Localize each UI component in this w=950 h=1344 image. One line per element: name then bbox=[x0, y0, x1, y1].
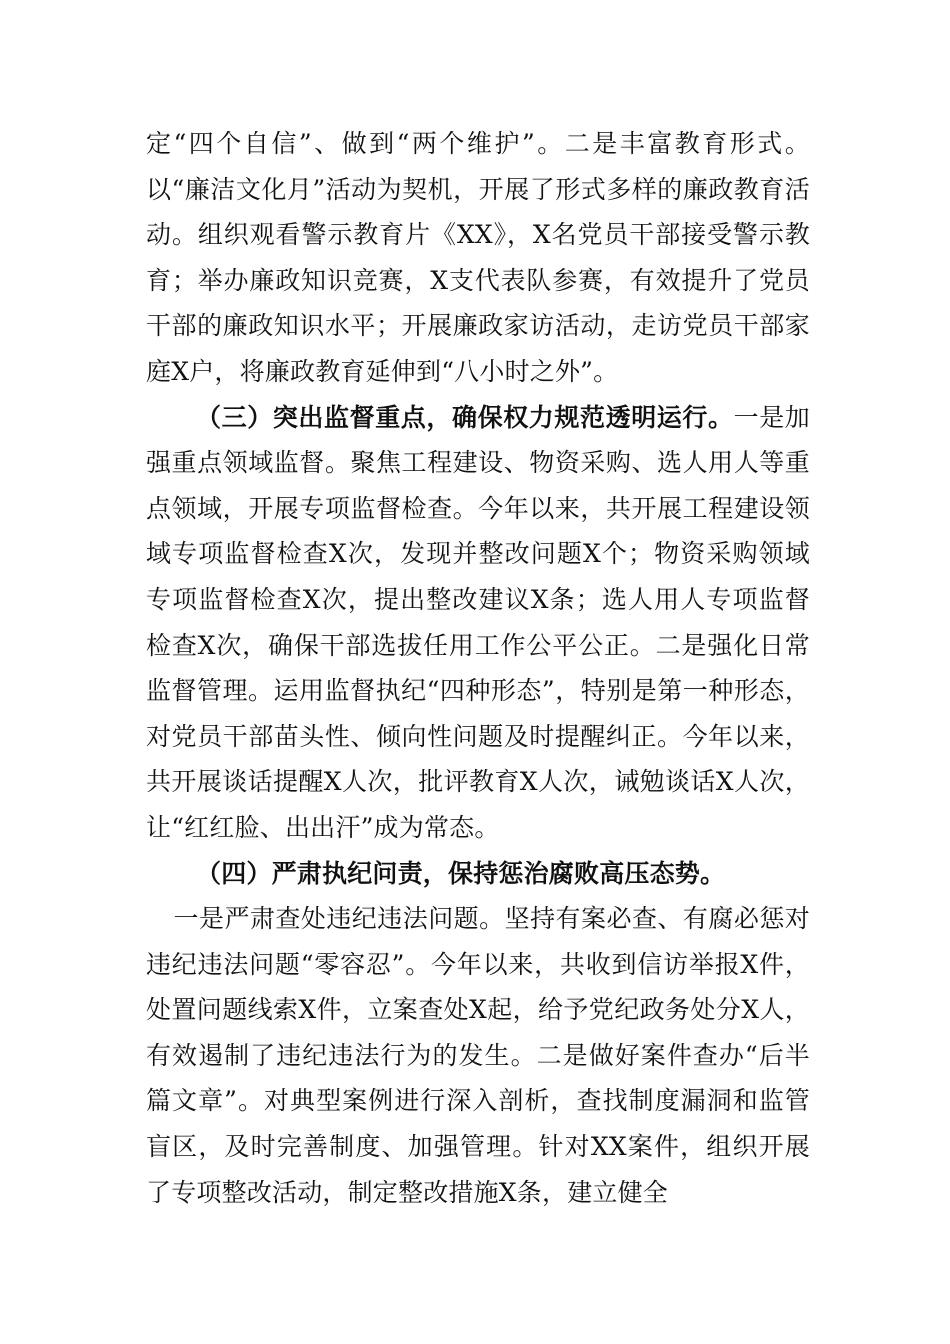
paragraph-discipline-heading bbox=[146, 851, 810, 897]
paragraph-education-forms bbox=[146, 121, 810, 395]
section-heading-four: （四）严肃执纪问责，保持惩治腐败高压态势。 bbox=[196, 858, 726, 888]
paragraph-text: 定“四个自信”、做到“两个维护”。二是丰富教育形式。以“廉洁文化月”活动为契机，开展了形式多样的廉政教育活动。组织观看警示教育片《XX》，X名党员干部接受警示教育；举办廉政知识竞赛，X支代表队参赛，有效提升了党员干部的廉政知识水平；开展廉政家访活动，走访党员干部家庭X户，将廉政教育延伸到“八小时之外”。 bbox=[146, 129, 810, 386]
paragraph-case-handling bbox=[146, 896, 810, 1215]
paragraph-text: 一是严肃查处违纪违法问题。坚持有案必查、有腐必惩对违纪违法问题“零容忍”。今年以来，共收到信访举报X件，处置问题线索X件，立案查处X起，给予党纪政务处分X人，有效遏制了违纪违法行为的发生。二是做好案件查办“后半篇文章”。对典型案例进行深入剖析，查找制度漏洞和监管盲区，及时完善制度、加强管理。针对XX案件，组织开展了专项整改活动，制定整改措施X条，建立健全 bbox=[146, 904, 810, 1207]
document-body bbox=[146, 121, 810, 1215]
section-heading-three: （三）突出监督重点，确保权力规范透明运行。 bbox=[196, 402, 734, 432]
paragraph-text: 一是加强重点领域监督。聚焦工程建设、物资采购、选人用人等重点领域，开展专项监督检查。今年以来，共开展工程建设领域专项监督检查X次，发现并整改问题X个；物资采购领域专项监督检查X次，提出整改建议X条；选人用人专项监督检查X次，确保干部选拔任用工作公平公正。二是强化日常监督管理。运用监督执纪“四种形态”，特别是第一种形态，对党员干部苗头性、倾向性问题及时提醒纠正。今年以来，共开展谈话提醒X人次，批评教育X人次，诫勉谈话X人次，让“红红脸、出出汗”成为常态。 bbox=[146, 402, 810, 842]
paragraph-supervision-focus bbox=[146, 395, 810, 851]
